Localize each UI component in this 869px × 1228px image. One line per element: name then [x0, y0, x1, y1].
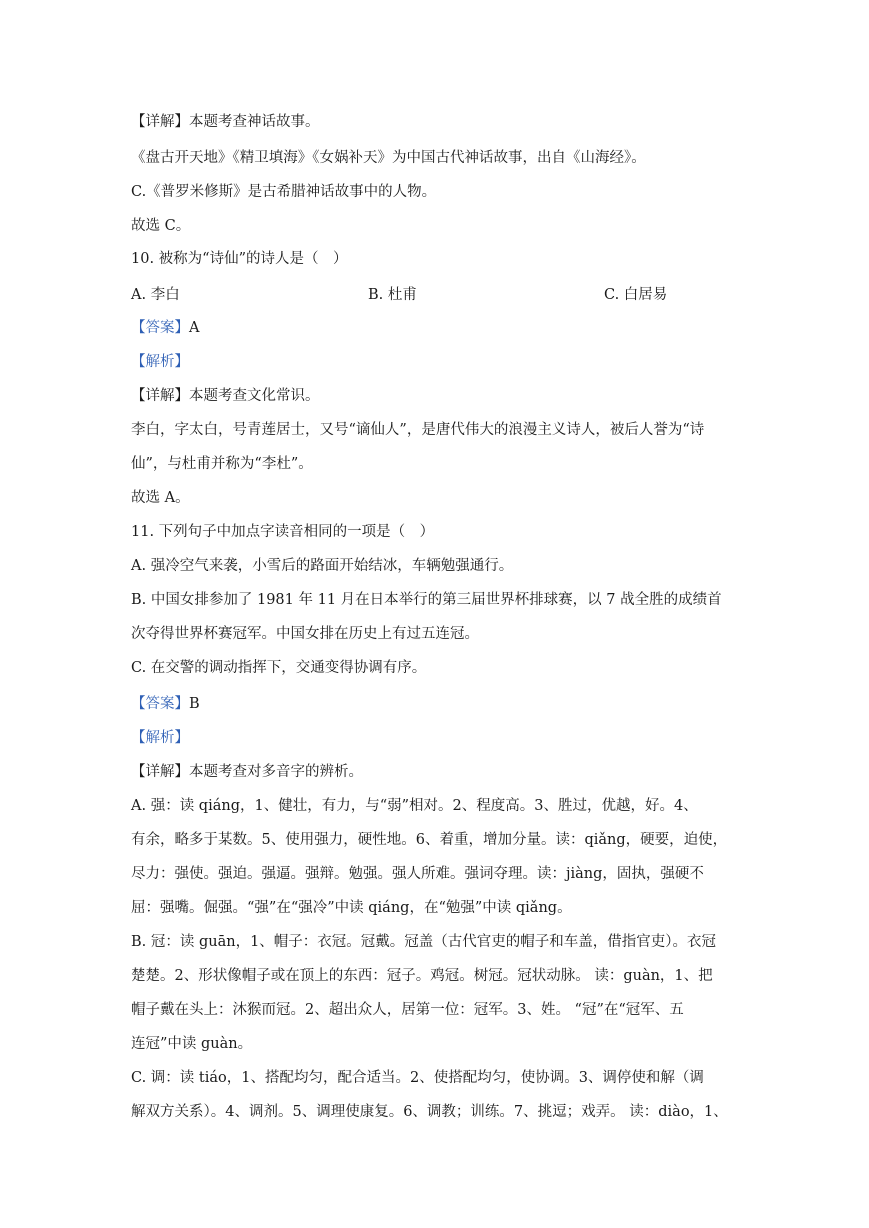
- q10-answer-row: [131, 318, 199, 338]
- q9-conclusion: 故选 C。: [131, 218, 191, 234]
- answer-value: B: [189, 696, 200, 712]
- q11-detail: 【详解】本题考查对多音字的辨析。: [131, 764, 363, 780]
- q11-a-line3: 尽力：强使。强迫。强逼。强辩。勉强。强人所难。强词夺理。读：jiàng，固执，强硬不: [131, 866, 704, 882]
- q11-option-b-line1: B. 中国女排参加了 1981 年 11 月在日本举行的第三届世界杯排球赛，以 7 战全胜的成绩首: [131, 592, 722, 608]
- q9-line1: 《盘古开天地》《精卫填海》《女娲补天》为中国古代神话故事，出自《山海经》。: [131, 150, 646, 166]
- q11-b-line1: B. 冠：读 guān，1、帽子：衣冠。冠戴。冠盖（古代官吏的帽子和车盖，借指官吏）。衣冠: [131, 934, 717, 950]
- q11-b-line4: 连冠”中读 guàn。: [131, 1036, 253, 1052]
- q11-a-line4: 屈：强嘴。倔强。“强”在“强冷”中读 qiáng，在“勉强”中读 qiǎng。: [131, 900, 572, 916]
- q11-c-line2: 解双方关系）。4、调剂。5、调理使康复。6、调教；训练。7、挑逗；戏弄。 读：diào，1、: [131, 1104, 728, 1120]
- q10-question: 10. 被称为“诗仙”的诗人是（ ）: [131, 251, 348, 267]
- q11-answer-row: [131, 694, 200, 714]
- q10-analysis-tag: 【解析】: [131, 354, 189, 370]
- q9-line2: C.《普罗米修斯》是古希腊神话故事中的人物。: [131, 184, 437, 200]
- answer-value: A: [189, 320, 200, 336]
- q11-c-line1: C. 调：读 tiáo，1、搭配均匀，配合适当。2、使搭配均匀，使协调。3、调停使和解（调: [131, 1070, 704, 1086]
- q10-conclusion: 故选 A。: [131, 490, 190, 506]
- q11-question: 11. 下列句子中加点字读音相同的一项是（ ）: [131, 524, 435, 540]
- q11-option-a: A. 强冷空气来袭，小雪后的路面开始结冰，车辆勉强通行。: [131, 558, 514, 574]
- answer-tag: 【答案】: [131, 320, 189, 336]
- q10-detail: 【详解】本题考查文化常识。: [131, 388, 320, 404]
- q10-option-c: C. 白居易: [604, 287, 668, 303]
- answer-tag: 【答案】: [131, 696, 189, 712]
- q11-analysis-tag: 【解析】: [131, 730, 189, 746]
- q11-a-line1: A. 强：读 qiáng，1、健壮，有力，与“弱”相对。2、程度高。3、胜过，优越，好。4、: [131, 798, 698, 814]
- q10-explain-line1: 李白，字太白，号青莲居士，又号“谪仙人”，是唐代伟大的浪漫主义诗人，被后人誉为“诗: [131, 422, 705, 438]
- q10-option-b: B. 杜甫: [368, 287, 417, 303]
- q10-explain-line2: 仙”，与杜甫并称为“李杜”。: [131, 456, 313, 472]
- q11-option-c: C. 在交警的调动指挥下，交通变得协调有序。: [131, 660, 427, 676]
- q11-b-line2: 楚楚。2、形状像帽子或在顶上的东西：冠子。鸡冠。树冠。冠状动脉。 读：guàn，1、把: [131, 968, 713, 984]
- q11-option-b-line2: 次夺得世界杯赛冠军。中国女排在历史上有过五连冠。: [131, 626, 479, 642]
- q11-a-line2: 有余，略多于某数。5、使用强力，硬性地。6、着重，增加分量。读：qiǎng，硬要，迫使，: [131, 832, 728, 848]
- q10-option-a: A. 李白: [131, 287, 180, 303]
- q11-b-line3: 帽子戴在头上：沐猴而冠。2、超出众人，居第一位：冠军。3、姓。 “冠”在“冠军、五: [131, 1002, 684, 1018]
- q9-detail: 【详解】本题考查神话故事。: [131, 114, 320, 130]
